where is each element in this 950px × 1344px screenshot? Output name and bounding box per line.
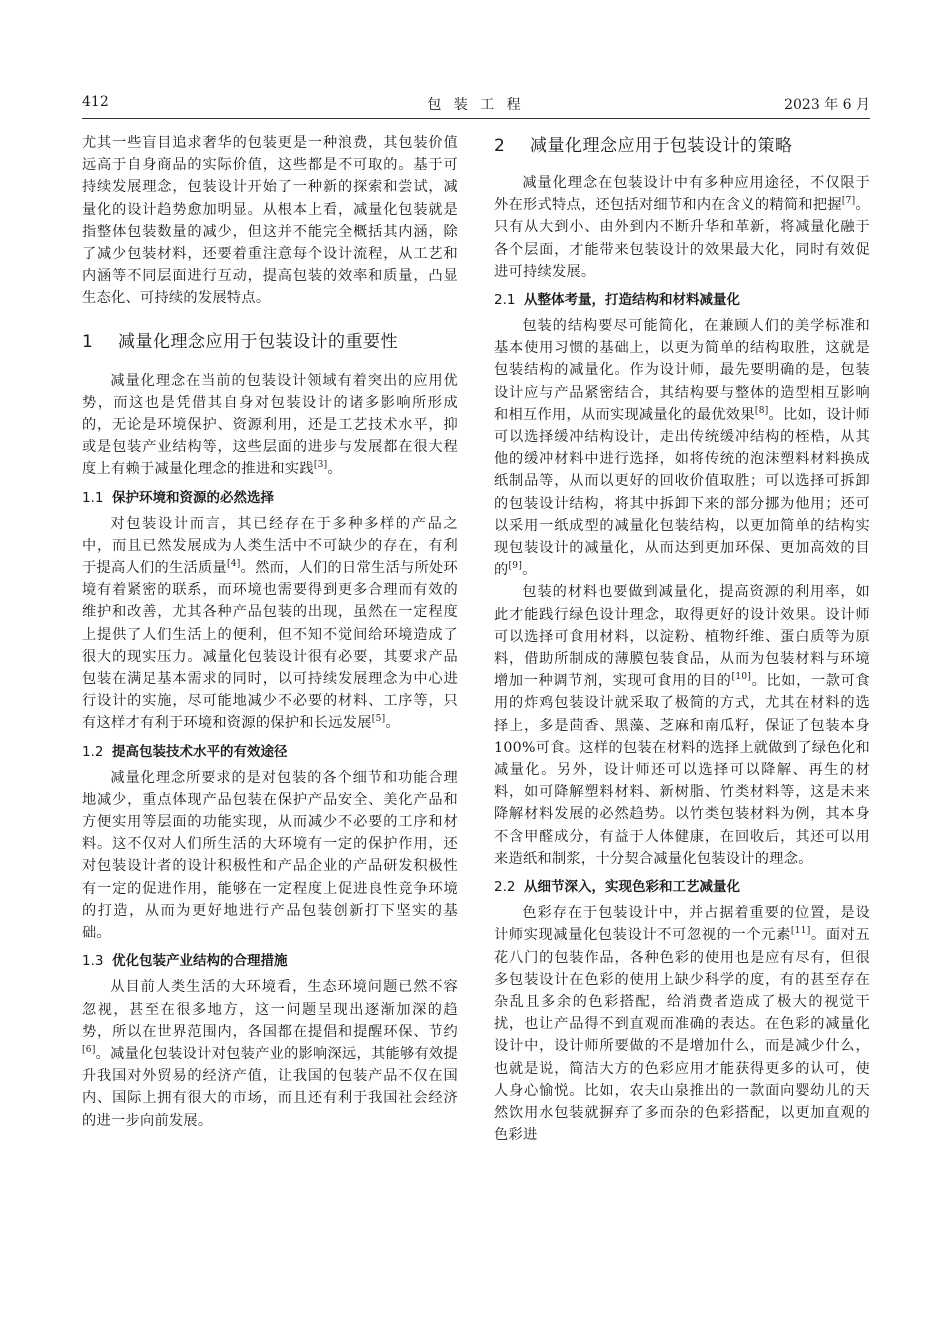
issue-date: 2023 年 6 月 bbox=[784, 97, 870, 113]
citation: [5] bbox=[371, 714, 386, 725]
section-1-2-heading: 1.2 提高包装技术水平的有效途径 bbox=[82, 743, 288, 760]
citation: [10] bbox=[731, 672, 752, 683]
citation: [11] bbox=[790, 926, 811, 937]
page-number: 412 bbox=[82, 94, 109, 110]
citation: [6] bbox=[82, 1044, 96, 1055]
left-column bbox=[82, 132, 458, 1132]
paragraph-section-1-1: 对包装设计而言，其已经存在于多种多样的产品之中，而且已然发展成为人类生活中不可缺少的存在，有利于提高人们的生活质量[4]。然而，人们的日常生活与所处环境有着紧密的联系，而环境也需要得到更多合理而有效的维护和改善，尤其各种产品包装的出现，虽然在一定程度上提供了人们生活上的便利，但不知不觉间给环境造成了很大的现实压力。减量化包装设计很有必要，其要求产品包装在满足基本需求的同时，以可持续发展理念为中心进行设计的实施，尽可能地减少不必要的材料、工序等，只有这样才有利于环境和资源的保护和长远发展[5]。 bbox=[82, 515, 458, 732]
citation: [7] bbox=[841, 196, 856, 207]
paragraph-section-2: 减量化理念在包装设计中有多种应用途径，不仅限于外在形式特点，还包括对细节和内在含义的精简和把握[7]。只有从大到小、由外到内不断升华和革新，将减量化融于各个层面，才能带来包装设计的效果最大化，同时有效促进可持续发展。 bbox=[494, 175, 870, 280]
section-2-2-heading: 2.2 从细节深入，实现色彩和工艺减量化 bbox=[494, 879, 740, 896]
paragraph-section-2-1-material: 包装的材料也要做到减量化，提高资源的利用率，如此才能践行绿色设计理念，取得更好的设计效果。设计师可以选择可食用材料，以淀粉、植物纤维、蛋白质等为原料，借助所制成的薄膜包装食品，从而为包装材料与环境增加一种调节剂，实现可食用的目的[10]。比如，一款可食用的炸鸡包装设计就采取了极简的方式，尤其在材料的选择上，多是茴香、黑藻、芝麻和南瓜籽，保证了包装本身 100%可食。这样的包装在材料的选择上就做到了绿色化和减量化。另外，设计师还可以选择可以降解、再生的材料，如可降解塑料材料、新树脂、竹类材料等，这是未来降解材料发展的必然趋势。以竹类包装材料为例，其本身不含甲醛成分，有益于人体健康，在回收后，其还可以用来造纸和制浆，十分契合减量化包装设计的理念。 bbox=[494, 584, 870, 867]
section-1-1-heading: 1.1 保护环境和资源的必然选择 bbox=[82, 489, 274, 506]
section-2-1-heading: 2.1 从整体考量，打造结构和材料减量化 bbox=[494, 292, 740, 309]
citation: [9] bbox=[508, 561, 523, 572]
journal-title: 包 装 工 程 bbox=[427, 97, 525, 113]
section-2-heading: 2 减量化理念应用于包装设计的策略 bbox=[494, 136, 793, 156]
paragraph-section-1-3: 从目前人类生活的大环境看，生态环境问题已然不容忽视，甚至在很多地方，这一问题呈现出逐渐加深的趋势，所以在世界范围内，各国都在提倡和提醒环保、节约[6]。减量化包装设计对包装产业的影响深远，其能够有效提升我国对外贸易的经济产值，让我国的包装产品不仅在国内、国际上拥有很大的市场，而且还有利于我国社会经济的进一步向前发展。 bbox=[82, 979, 458, 1129]
running-header bbox=[82, 94, 870, 116]
citation: [4] bbox=[226, 559, 241, 570]
section-1-3-heading: 1.3 优化包装产业结构的合理措施 bbox=[82, 953, 288, 970]
header-rule bbox=[82, 118, 870, 119]
section-1-heading: 1 减量化理念应用于包装设计的重要性 bbox=[82, 331, 398, 352]
paragraph-section-2-2: 色彩存在于包装设计中，并占据着重要的位置，是设计师实现减量化包装设计不可忽视的一个元素[11]。面对五花八门的包装作品，各种色彩的使用也是应有尽有，但很多包装设计在色彩的使用上缺少科学的度，有的甚至存在杂乱且多余的色彩搭配，给消费者造成了极大的视觉干扰，也让产品得不到直观而准确的表达。在色彩的减量化设计中，设计师所要做的不是增加什么，而是减少什么，也就是说，简洁大方的色彩应用才能获得更多的认可，使人身心愉悦。比如，农夫山泉推出的一款面向婴幼儿的天然饮用水包装就摒弃了多而杂的色彩搭配，以更加直观的色彩进 bbox=[494, 905, 870, 1144]
citation: [8] bbox=[754, 405, 769, 416]
paragraph-section-1-2: 减量化理念所要求的是对包装的各个细节和功能合理地减少，重点体现产品包装在保护产品安全、美化产品和方便实用等层面的功能实现，从而减少不必要的工序和材料。这不仅对人们所生活的大环境有一定的保护作用，还对包装设计者的设计积极性和产品企业的产品研发积极性有一定的促进作用，能够在一定程度上促进良性竞争环境的打造，从而为更好地进行产品包装创新打下坚实的基础。 bbox=[82, 769, 458, 942]
right-column bbox=[494, 132, 870, 1146]
paragraph-section-1: 减量化理念在当前的包装设计领域有着突出的应用优势，而这也是凭借其自身对包装设计的诸多影响所形成的，无论是环境保护、资源利用，还是工艺技术水平，抑或是包装产业结构等，这些层面的进步与发展都在很大程度上有赖于减量化理念的推进和实践[3]。 bbox=[82, 372, 458, 478]
citation: [3] bbox=[313, 460, 328, 471]
paragraph-intro: 尤其一些盲目追求奢华的包装更是一种浪费，其包装价值远高于自身商品的实际价值，这些都是不可取的。基于可持续发展理念，包装设计开始了一种新的探索和尝试，减量化的设计趋势愈加明显。从根本上看，减量化包装就是指整体包装数量的减少，但这并不能完全概括其内涵，除了减少包装材料，还要着重注意每个设计流程，从工艺和内涵等不同层面进行互动，提高包装的效率和质量，凸显生态化、可持续的发展特点。 bbox=[82, 135, 458, 307]
paragraph-section-2-1-structure: 包装的结构要尽可能简化，在兼顾人们的美学标准和基本使用习惯的基础上，以更为简单的结构取胜，这就是包装结构的减量化。作为设计师，最先要明确的是，包装设计应与产品紧密结合，其结构要与整体的造型相互影响和相互作用，从而实现减量化的最优效果[8]。比如，设计师可以选择缓冲结构设计，走出传统缓冲结构的桎梏，从其他的缓冲材料中进行选择，如将传统的泡沫塑料材料换成纸制品等，从而以更好的回收价值取胜；可以选择可拆卸的包装设计结构，将其中拆卸下来的部分挪为他用；还可以采用一纸成型的减量化包装结构，以更加简单的结构实现包装设计的减量化，从而达到更加环保、更加高效的目的[9]。 bbox=[494, 318, 870, 579]
